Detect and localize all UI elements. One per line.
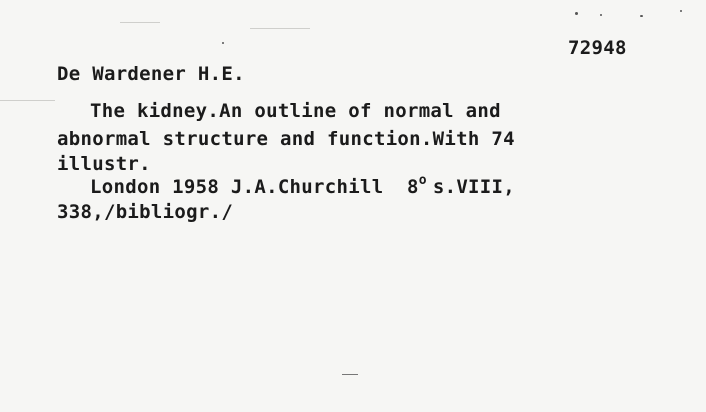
faint-mark bbox=[342, 374, 358, 375]
catalog-number: 72948 bbox=[568, 37, 627, 59]
faint-mark bbox=[120, 22, 160, 23]
speck bbox=[680, 10, 682, 12]
imprint-main: London 1958 J.A.Churchill 8 bbox=[90, 176, 419, 198]
faint-mark bbox=[250, 28, 310, 29]
speck bbox=[600, 14, 602, 16]
title-line-2: abnormal structure and function.With 74 bbox=[57, 128, 515, 150]
speck bbox=[575, 12, 578, 15]
title-line-1: The kidney.An outline of normal and bbox=[90, 100, 501, 122]
imprint-tail: s.VIII, bbox=[432, 176, 516, 198]
speck bbox=[222, 42, 224, 44]
faint-mark bbox=[0, 100, 55, 101]
title-line-3: illustr. bbox=[57, 153, 151, 175]
speck bbox=[640, 15, 643, 17]
imprint-line-2: 338,/bibliogr./ bbox=[57, 201, 234, 223]
imprint-line bbox=[90, 173, 516, 198]
format-superscript: o bbox=[418, 173, 427, 188]
author-heading: De Wardener H.E. bbox=[57, 63, 245, 85]
